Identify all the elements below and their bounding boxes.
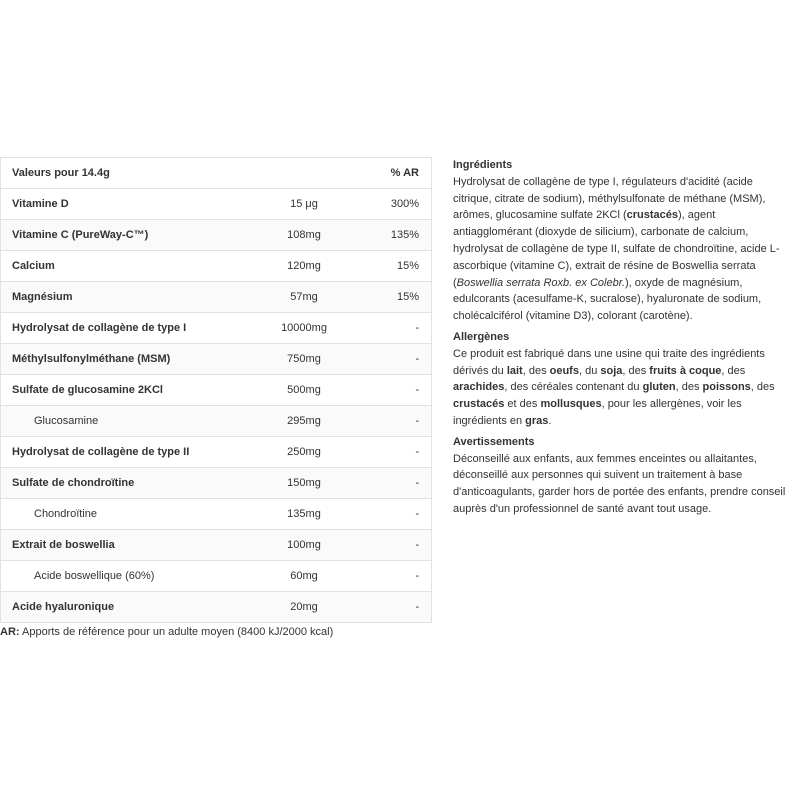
nutrient-ar: 300%	[356, 189, 432, 220]
ingredients-title: Ingrédients	[453, 159, 513, 171]
table-row	[1, 313, 432, 344]
nutrient-ar: 15%	[356, 251, 432, 282]
text-run: Ce produit est fabriqué dans une usine qui traite des ingrédients dérivés du	[453, 347, 765, 377]
nutrient-amount: 500mg	[252, 375, 356, 406]
table-row	[1, 375, 432, 406]
nutrient-ar: 135%	[356, 220, 432, 251]
warnings-text	[453, 451, 793, 518]
text-run: .	[548, 414, 552, 427]
bold-run: crustacés	[626, 209, 679, 222]
table-header-row	[1, 158, 432, 189]
nutrient-ar: -	[356, 499, 432, 530]
table-row	[1, 468, 432, 499]
text-run: , des	[721, 364, 746, 377]
table-row	[1, 251, 432, 282]
text-run: Déconseillé aux enfants, aux femmes enceintes ou allaitantes, déconseillé aux personnes qui suivent un traitement à base d'anticoagulants, garder hors de portée des enfants, prendre conseil auprès d'un professionnel de santé avant tout usage.	[453, 452, 786, 515]
text-run: , des	[522, 364, 550, 377]
bold-run: arachides	[453, 381, 505, 394]
ingredients-text	[453, 174, 793, 325]
nutrient-ar: -	[356, 561, 432, 592]
nutrient-name: Chondroïtine	[1, 499, 253, 530]
nutrient-amount: 150mg	[252, 468, 356, 499]
nutrient-amount: 20mg	[252, 592, 356, 623]
nutrient-ar: -	[356, 406, 432, 437]
bold-run: gras	[525, 414, 549, 427]
bold-run: soja	[600, 364, 623, 377]
nutrient-name: Vitamine C (PureWay-C™)	[1, 220, 253, 251]
product-info	[453, 157, 793, 522]
nutrient-name: Magnésium	[1, 282, 253, 313]
bold-run: gluten	[642, 381, 676, 394]
bold-run: mollusques	[540, 398, 602, 411]
nutrient-name: Calcium	[1, 251, 253, 282]
nutrient-amount: 295mg	[252, 406, 356, 437]
allergens-title: Allergènes	[453, 330, 510, 343]
nutrient-ar: -	[356, 592, 432, 623]
table-row	[1, 437, 432, 468]
nutrient-ar: -	[356, 530, 432, 561]
footnote-label: AR:	[0, 626, 20, 638]
nutrient-ar: 15%	[356, 282, 432, 313]
header-amount	[252, 158, 356, 189]
nutrient-amount: 15 μg	[252, 189, 356, 220]
table-body	[1, 189, 432, 623]
nutrient-name: Sulfate de chondroïtine	[1, 468, 253, 499]
nutrient-name: Glucosamine	[1, 406, 253, 437]
nutrient-amount: 250mg	[252, 437, 356, 468]
table-row	[1, 344, 432, 375]
nutrient-ar: -	[356, 344, 432, 375]
bold-run: poissons	[702, 381, 751, 394]
nutrition-table	[0, 157, 432, 623]
nutrient-amount: 100mg	[252, 530, 356, 561]
nutrient-name: Sulfate de glucosamine 2KCl	[1, 375, 253, 406]
table-row	[1, 592, 432, 623]
nutrient-amount: 57mg	[252, 282, 356, 313]
table-row	[1, 282, 432, 313]
table-row	[1, 220, 432, 251]
nutrient-amount: 120mg	[252, 251, 356, 282]
bold-run: fruits à coque	[649, 364, 722, 377]
table-row	[1, 561, 432, 592]
nutrient-amount: 750mg	[252, 344, 356, 375]
text-run: ), oxyde de magnésium, edulcorants (acesulfame-K, sucralose), hyaluronate de sodium, cholécalciférol (vitamine D3), colorant (carotène).	[453, 276, 762, 323]
ingredients-section	[453, 157, 793, 325]
nutrient-ar: -	[356, 437, 432, 468]
bold-run: crustacés	[453, 398, 505, 411]
allergens-section	[453, 329, 793, 430]
text-run: , pour les allergènes, voir les ingrédients en	[453, 398, 742, 427]
nutrient-name: Acide boswellique (60%)	[1, 561, 253, 592]
header-name: Valeurs pour 14.4g	[12, 167, 110, 179]
text-run: Hydrolysat de collagène de type I, régulateurs d'acidité (acide citrique, citrate de sodium), méthylsulfonate de méthane (MSM), arômes, glucosamine sulfate 2KCl (	[453, 175, 766, 222]
text-run: , du	[578, 364, 601, 377]
nutrient-name: Acide hyaluronique	[1, 592, 253, 623]
text-run: , des céréales contenant du	[504, 381, 643, 394]
nutrient-amount: 135mg	[252, 499, 356, 530]
nutrient-ar: -	[356, 468, 432, 499]
nutrient-amount: 108mg	[252, 220, 356, 251]
nutrient-name: Méthylsulfonylméthane (MSM)	[1, 344, 253, 375]
text-run: , des	[622, 364, 650, 377]
footnote-text: Apports de référence pour un adulte moyen (8400 kJ/2000 kcal)	[19, 626, 334, 638]
text-run: , des	[750, 381, 775, 394]
nutrient-name: Extrait de boswellia	[1, 530, 253, 561]
nutrient-name: Hydrolysat de collagène de type I	[1, 313, 253, 344]
nutrient-amount: 60mg	[252, 561, 356, 592]
nutrient-name: Hydrolysat de collagène de type II	[1, 437, 253, 468]
italic-run: Boswellia serrata Roxb. ex Colebr.	[456, 276, 626, 289]
table-row	[1, 530, 432, 561]
footnote	[0, 626, 333, 638]
nutrient-ar: -	[356, 375, 432, 406]
table-row	[1, 406, 432, 437]
nutrient-amount: 10000mg	[252, 313, 356, 344]
text-run: , des	[675, 381, 703, 394]
header-ar: % AR	[390, 167, 419, 179]
bold-run: oeufs	[549, 364, 579, 377]
text-run: ), agent antiagglomérant (dioxyde de silicium), carbonate de calcium, hydrolysat de collagène de type II, sulfate de chondroïtine, acide L-ascorbique (vitamine C), extrait de résine de Boswellia serrata (	[453, 209, 780, 289]
text-run: et des	[504, 398, 541, 411]
nutrient-ar: -	[356, 313, 432, 344]
nutrient-name: Vitamine D	[1, 189, 253, 220]
allergens-text	[453, 346, 793, 430]
warnings-section	[453, 434, 793, 518]
bold-run: lait	[506, 364, 523, 377]
table-row	[1, 189, 432, 220]
warnings-title: Avertissements	[453, 435, 535, 448]
table-row	[1, 499, 432, 530]
